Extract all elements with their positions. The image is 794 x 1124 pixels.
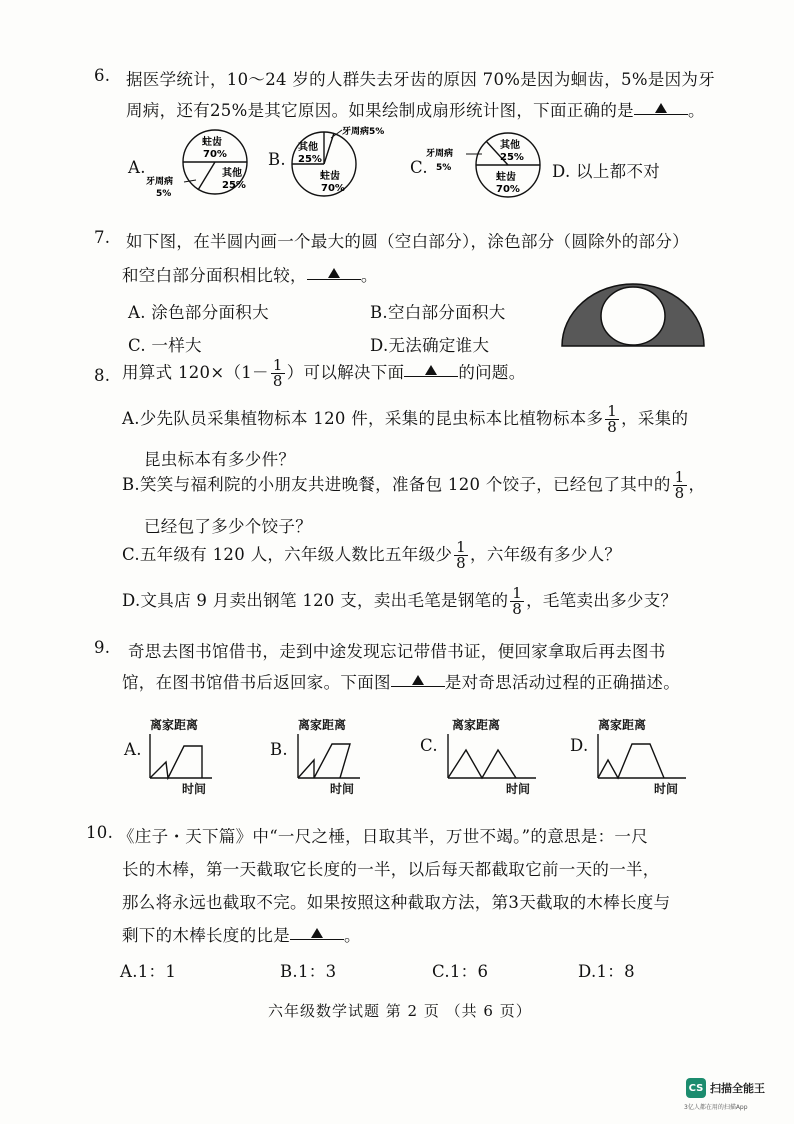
- q9-line2-text: 馆，在图书馆借书后返回家。下面图: [122, 673, 391, 692]
- triangle-icon: [411, 674, 425, 686]
- q8-b-post: ，: [688, 475, 706, 494]
- q7-semicircle-figure: [560, 282, 706, 348]
- watermark-subtitle: 3亿人都在用的扫描App: [684, 1104, 748, 1111]
- q7-line2: [122, 262, 378, 286]
- q9-graph-a: [144, 732, 214, 780]
- q8-a-text: A.少先队员采集植物标本 120 件，采集的昆虫标本比植物标本多: [122, 409, 604, 428]
- q8-stem: [122, 358, 526, 389]
- q9-graph-d: [592, 732, 688, 780]
- watermark-name: 扫描全能王: [710, 1082, 765, 1095]
- graph-x-label: 时间: [506, 782, 531, 796]
- pie-label-gum-pct: 5%: [156, 189, 172, 199]
- q8-option-b-line2: 已经包了多少个饺子？: [144, 517, 312, 536]
- graph-x-label: 时间: [182, 782, 207, 796]
- pie-label-other-pct: 25%: [222, 180, 246, 191]
- q9-number: 9.: [94, 638, 111, 657]
- q9-option-b-letter: B.: [270, 740, 288, 759]
- page-footer: 六年级数学试题 第 2 页 （共 6 页）: [268, 1002, 532, 1020]
- pie-label-other: 其他: [500, 140, 520, 151]
- answer-blank: [391, 674, 445, 687]
- pie-label-cavity: 蛀齿: [496, 172, 516, 183]
- q10-line4: [122, 922, 361, 946]
- pie-label-cavity-pct: 70%: [203, 149, 227, 160]
- pie-label-other-pct: 25%: [298, 154, 322, 165]
- q9-option-c-letter: C.: [420, 736, 438, 755]
- pie-label-cavity-pct: 70%: [321, 183, 345, 194]
- graph-y-label: 离家距离: [452, 718, 501, 732]
- q10-option-c: C.1：6: [432, 962, 489, 981]
- q6-line1: 据医学统计，10～24 岁的人群失去牙齿的原因 70%是因为蛔齿，5%是因为牙: [126, 70, 716, 89]
- q10-line4-end: 。: [344, 926, 361, 945]
- q6-option-d: [552, 158, 660, 182]
- q8-option-a-line2: 昆虫标本有多少件？: [144, 450, 296, 469]
- q8-option-c: [122, 540, 621, 571]
- pie-label-gum-pct: 5%: [436, 163, 452, 173]
- q8-a-post: ，采集的: [621, 409, 689, 428]
- q6-option-d-letter: D.: [552, 162, 571, 181]
- q10-line1: 《庄子・天下篇》中“一尺之棰，日取其半，万世不竭。”的意思是：一尺: [118, 827, 649, 846]
- q10-line4-text: 剩下的木棒长度的比是: [122, 926, 290, 945]
- graph-x-label: 时间: [654, 782, 679, 796]
- camscanner-logo-icon: CS: [686, 1078, 706, 1098]
- triangle-icon: [327, 267, 341, 279]
- q8-stem-post: 的问题。: [458, 363, 526, 382]
- triangle-icon: [310, 927, 324, 939]
- q6-line2: [126, 97, 705, 121]
- answer-blank: [404, 364, 458, 377]
- q10-option-a: A.1：1: [120, 962, 177, 981]
- scanner-watermark: [686, 1078, 765, 1098]
- answer-blank: [290, 927, 344, 940]
- q10-number: 10.: [86, 823, 114, 842]
- q6-line2-end: 。: [687, 101, 705, 120]
- q8-c-text: C.五年级有 120 人，六年级人数比五年级少: [122, 545, 453, 564]
- answer-blank: [634, 102, 688, 115]
- q9-line2-end: 是对奇思活动过程的正确描述。: [444, 673, 681, 692]
- q7-line2-end: 。: [360, 266, 378, 285]
- q6-option-b-letter: B.: [268, 150, 286, 169]
- q9-line2: [122, 669, 680, 693]
- q7-option-c: C. 一样大: [128, 336, 202, 355]
- q10-option-d: D.1：8: [578, 962, 635, 981]
- graph-x-label: 时间: [330, 782, 355, 796]
- q6-line2-text: 周病，还有25%是其它原因。如果绘制成扇形统计图，下面正确的是: [126, 101, 634, 120]
- q8-option-a: [122, 404, 688, 435]
- graph-y-label: 离家距离: [598, 718, 647, 732]
- fraction: $\frac{1}{8}$: [272, 356, 283, 390]
- q8-option-b: [122, 470, 705, 501]
- answer-blank: [307, 267, 361, 280]
- q7-line1: 如下图，在半圆内画一个最大的圆（空白部分），涂色部分（圆除外的部分）: [126, 232, 689, 251]
- q6-option-c-letter: C.: [410, 158, 428, 177]
- q9-option-d-letter: D.: [570, 736, 589, 755]
- q9-option-a-letter: A.: [124, 740, 142, 759]
- q8-b-text: B.笑笑与福利院的小朋友共进晚餐，准备包 120 个饺子，已经包了其中的: [122, 475, 671, 494]
- pie-label-other: 其他: [222, 168, 242, 179]
- q9-graph-b: [292, 732, 362, 780]
- graph-y-label: 离家距离: [150, 718, 199, 732]
- q6-option-a-pie: [146, 128, 256, 202]
- q6-option-d-text: 以上都不对: [576, 162, 661, 181]
- q9-line1: 奇思去图书馆借书，走到中途发现忘记带借书证，便回家拿取后再去图书: [128, 642, 666, 661]
- q10-option-b: B.1：3: [280, 962, 337, 981]
- pie-label-gum: 牙周病: [426, 149, 454, 159]
- fraction: $\frac{1}{8}$: [674, 468, 685, 502]
- q9-graph-c: [442, 732, 538, 780]
- q10-line2: 长的木棒，第一天截取它长度的一半，以后每天都截取它前一天的一半，: [122, 860, 660, 879]
- pie-label-other: 其他: [298, 142, 318, 153]
- pie-label-cavity: 蛀齿: [202, 137, 222, 148]
- q8-d-post: ，毛笔卖出多少支？: [526, 591, 678, 610]
- q8-d-text: D.文具店 9 月卖出钢笔 120 支，卖出毛笔是钢笔的: [122, 591, 509, 610]
- q6-option-a-letter: A.: [128, 158, 146, 177]
- q7-option-d: D.无法确定谁大: [370, 336, 490, 355]
- q8-stem-mid: ）可以解决下面: [286, 363, 405, 382]
- fraction: $\frac{1}{8}$: [607, 402, 618, 436]
- q8-number: 8.: [94, 366, 111, 385]
- triangle-icon: [654, 102, 668, 114]
- q7-line2-text: 和空白部分面积相比较，: [122, 266, 307, 285]
- q7-option-b: B.空白部分面积大: [370, 303, 506, 322]
- q6-number: 6.: [94, 66, 111, 85]
- pie-label-gum: 牙周病5%: [342, 127, 385, 137]
- pie-label-cavity-pct: 70%: [496, 184, 520, 195]
- pie-label-gum: 牙周病: [146, 177, 174, 187]
- fraction: $\frac{1}{8}$: [456, 538, 467, 572]
- q10-line3: 那么将永远也截取不完。如果按照这种截取方法，第3天截取的木棒长度与: [122, 893, 671, 912]
- q6-option-c-pie: [424, 128, 544, 202]
- q6-option-b-pie: [284, 124, 404, 198]
- triangle-icon: [424, 364, 438, 376]
- q8-c-post: ，六年级有多少人？: [470, 545, 622, 564]
- q8-stem-pre: 用算式 120×（1－: [122, 363, 269, 382]
- pie-label-cavity: 蛀齿: [320, 171, 340, 182]
- q7-number: 7.: [94, 228, 111, 247]
- graph-y-label: 离家距离: [298, 718, 347, 732]
- pie-label-other-pct: 25%: [500, 152, 524, 163]
- fraction: $\frac{1}{8}$: [512, 584, 523, 618]
- q7-option-a: A. 涂色部分面积大: [128, 303, 269, 322]
- q8-option-d: [122, 586, 677, 617]
